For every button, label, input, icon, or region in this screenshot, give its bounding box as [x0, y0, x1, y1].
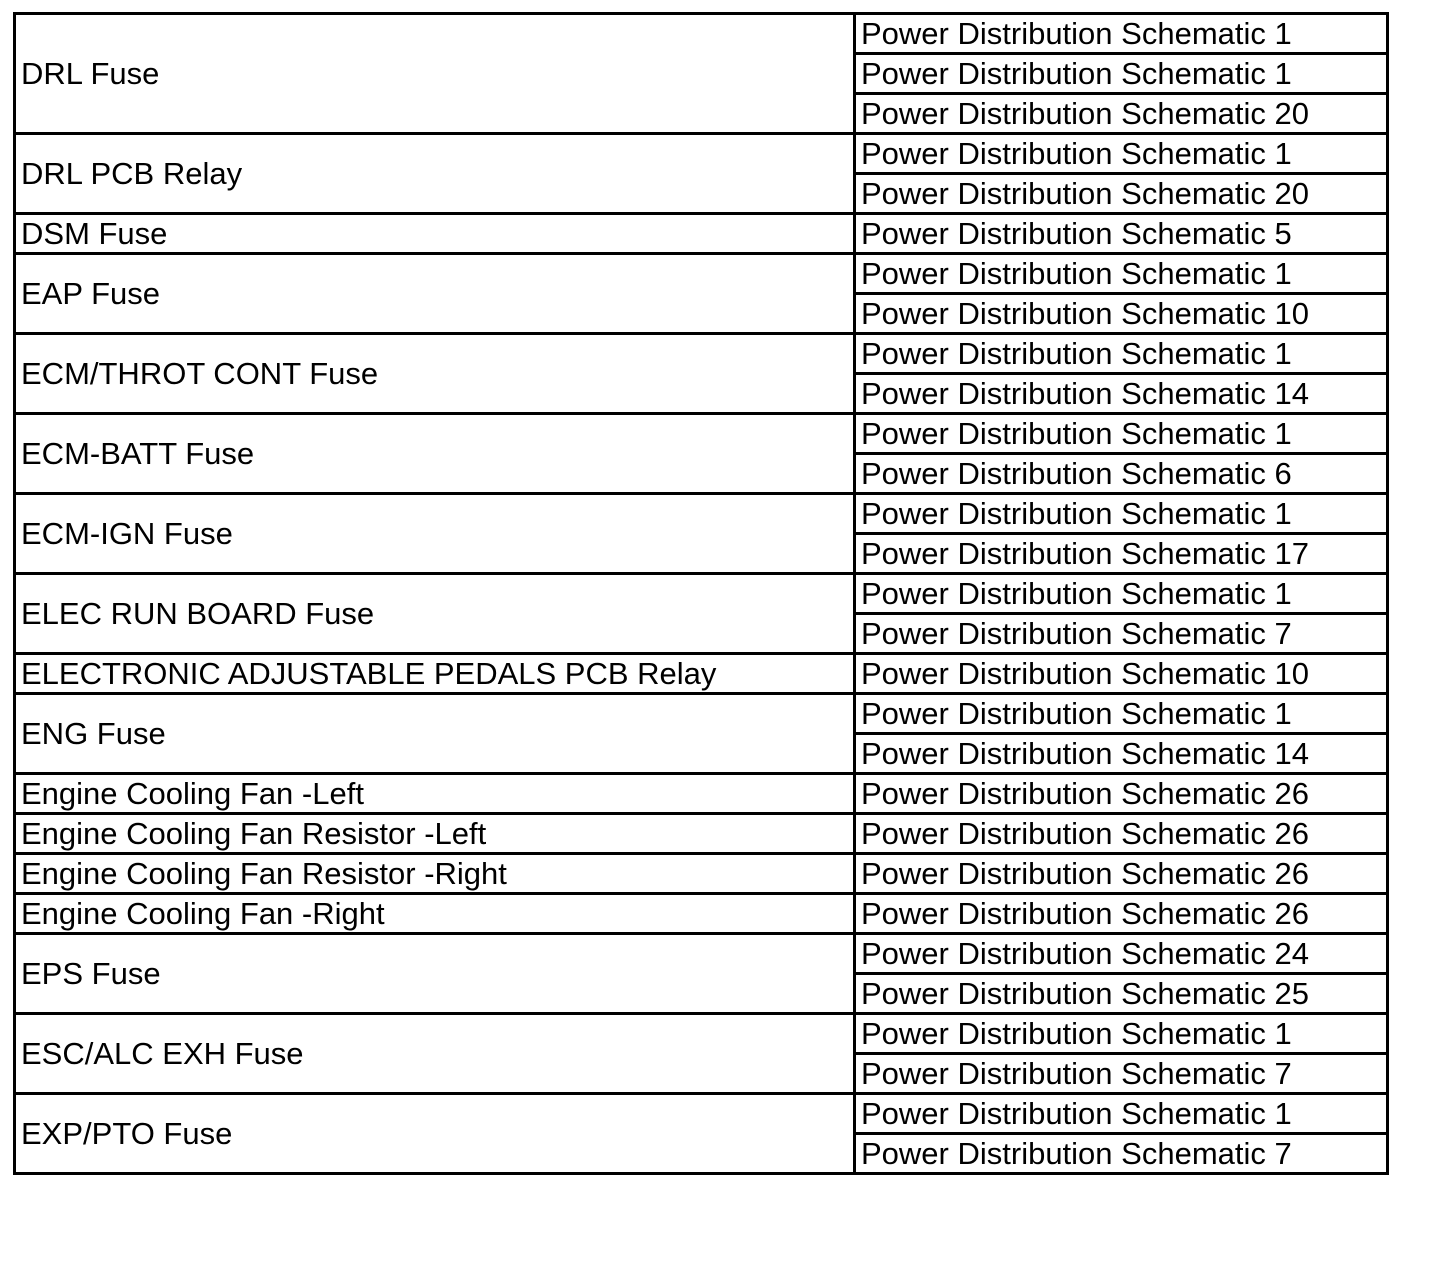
- component-name-cell: DRL PCB Relay: [15, 134, 855, 214]
- component-name-cell: Engine Cooling Fan Resistor -Right: [15, 854, 855, 894]
- component-name-cell: EXP/PTO Fuse: [15, 1094, 855, 1174]
- table-row: [15, 654, 1388, 694]
- component-name-cell: Engine Cooling Fan -Left: [15, 774, 855, 814]
- component-name-cell: Engine Cooling Fan Resistor -Left: [15, 814, 855, 854]
- component-name-cell: ECM-BATT Fuse: [15, 414, 855, 494]
- table-row: [15, 814, 1388, 854]
- component-name-cell: EAP Fuse: [15, 254, 855, 334]
- component-name-cell: Engine Cooling Fan -Right: [15, 894, 855, 934]
- table-row: [15, 894, 1388, 934]
- component-name-cell: EPS Fuse: [15, 934, 855, 1014]
- table-row: [15, 414, 1388, 454]
- component-name-cell: ENG Fuse: [15, 694, 855, 774]
- schematic-location-cell: Power Distribution Schematic 1: [855, 134, 1388, 174]
- table-row: [15, 574, 1388, 614]
- table-row: [15, 494, 1388, 534]
- table-row: [15, 774, 1388, 814]
- schematic-location-cell: Power Distribution Schematic 1: [855, 694, 1388, 734]
- schematic-location-cell: Power Distribution Schematic 1: [855, 494, 1388, 534]
- schematic-location-cell: Power Distribution Schematic 1: [855, 254, 1388, 294]
- component-name-cell: ECM-IGN Fuse: [15, 494, 855, 574]
- schematic-location-cell: Power Distribution Schematic 7: [855, 1134, 1388, 1174]
- table-row: [15, 254, 1388, 294]
- table-row: [15, 214, 1388, 254]
- table-row: [15, 334, 1388, 374]
- schematic-location-cell: Power Distribution Schematic 5: [855, 214, 1388, 254]
- schematic-location-cell: Power Distribution Schematic 25: [855, 974, 1388, 1014]
- table-row: [15, 134, 1388, 174]
- schematic-location-cell: Power Distribution Schematic 1: [855, 54, 1388, 94]
- component-index-body: [15, 14, 1388, 1174]
- component-name-cell: DRL Fuse: [15, 14, 855, 134]
- schematic-location-cell: Power Distribution Schematic 7: [855, 1054, 1388, 1094]
- schematic-location-cell: Power Distribution Schematic 10: [855, 294, 1388, 334]
- component-index-table: [13, 12, 1389, 1175]
- component-name-cell: ESC/ALC EXH Fuse: [15, 1014, 855, 1094]
- schematic-location-cell: Power Distribution Schematic 10: [855, 654, 1388, 694]
- schematic-location-cell: Power Distribution Schematic 26: [855, 894, 1388, 934]
- schematic-location-cell: Power Distribution Schematic 24: [855, 934, 1388, 974]
- table-row: [15, 854, 1388, 894]
- table-row: [15, 1014, 1388, 1054]
- schematic-location-cell: Power Distribution Schematic 14: [855, 734, 1388, 774]
- schematic-location-cell: Power Distribution Schematic 26: [855, 774, 1388, 814]
- schematic-location-cell: Power Distribution Schematic 1: [855, 334, 1388, 374]
- schematic-location-cell: Power Distribution Schematic 26: [855, 854, 1388, 894]
- schematic-location-cell: Power Distribution Schematic 1: [855, 1014, 1388, 1054]
- schematic-location-cell: Power Distribution Schematic 1: [855, 414, 1388, 454]
- table-row: [15, 934, 1388, 974]
- component-name-cell: ELECTRONIC ADJUSTABLE PEDALS PCB Relay: [15, 654, 855, 694]
- schematic-location-cell: Power Distribution Schematic 1: [855, 14, 1388, 54]
- schematic-location-cell: Power Distribution Schematic 1: [855, 1094, 1388, 1134]
- table-row: [15, 694, 1388, 734]
- schematic-location-cell: Power Distribution Schematic 17: [855, 534, 1388, 574]
- schematic-location-cell: Power Distribution Schematic 26: [855, 814, 1388, 854]
- component-name-cell: DSM Fuse: [15, 214, 855, 254]
- schematic-location-cell: Power Distribution Schematic 7: [855, 614, 1388, 654]
- schematic-location-cell: Power Distribution Schematic 1: [855, 574, 1388, 614]
- table-row: [15, 1094, 1388, 1134]
- component-name-cell: ECM/THROT CONT Fuse: [15, 334, 855, 414]
- component-name-cell: ELEC RUN BOARD Fuse: [15, 574, 855, 654]
- schematic-location-cell: Power Distribution Schematic 14: [855, 374, 1388, 414]
- schematic-location-cell: Power Distribution Schematic 6: [855, 454, 1388, 494]
- table-row: [15, 14, 1388, 54]
- schematic-location-cell: Power Distribution Schematic 20: [855, 94, 1388, 134]
- schematic-location-cell: Power Distribution Schematic 20: [855, 174, 1388, 214]
